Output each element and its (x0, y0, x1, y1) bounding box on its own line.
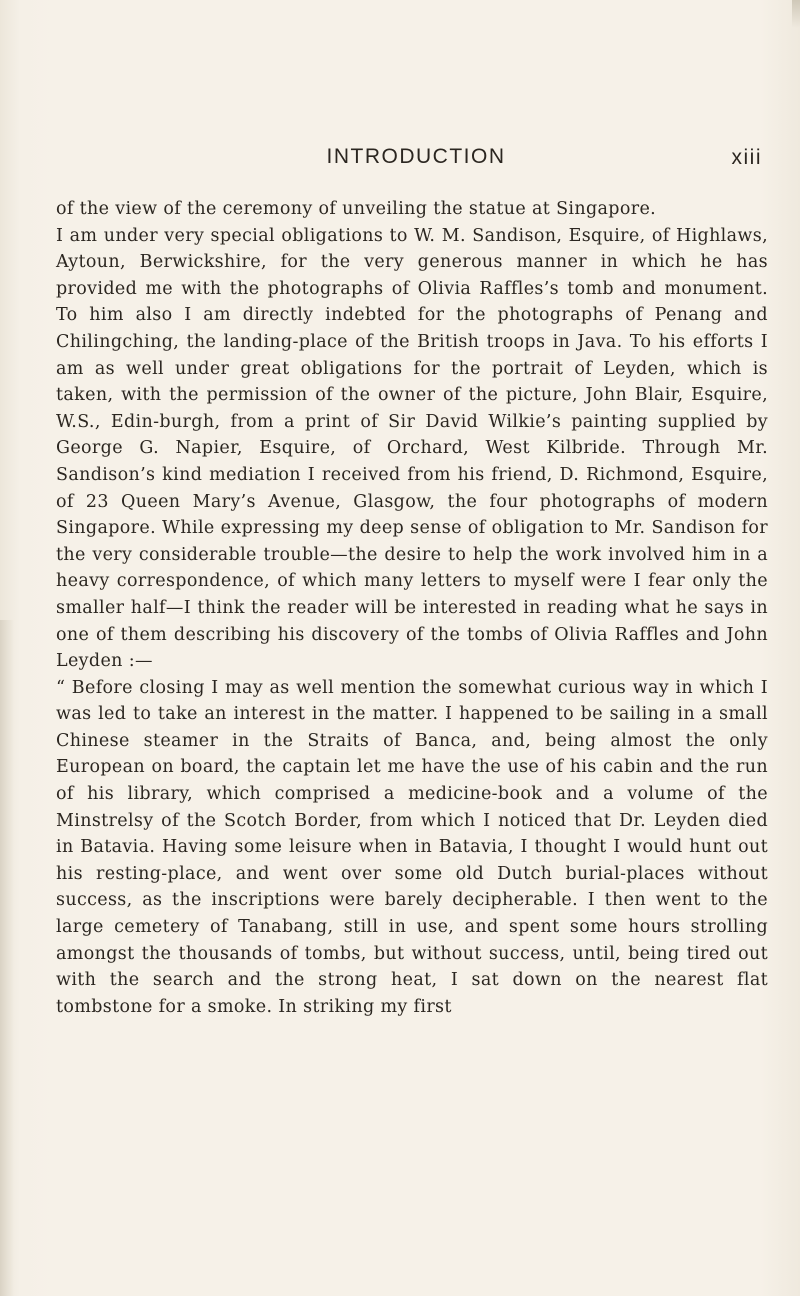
running-head (56, 145, 776, 175)
page-number: xiii (731, 146, 762, 169)
chapter-title: INTRODUCTION (326, 145, 506, 168)
body-text (56, 196, 768, 1020)
page-corner-mark (792, 0, 800, 28)
paragraph-acknowledgement: I am under very special obligations to W. M. Sandison, Esquire, of Highlaws, Aytoun, Berwickshire, for the very generous manner in which he has provided me with the photographs of Olivia Raffles’s tomb and monument. To him also I am directly indebted for the photographs of Penang and Chilingching, the landing-place of the British troops in Java. To his efforts I am as well under great obligations for the portrait of Leyden, which is taken, with the permission of the owner of the picture, John Blair, Esquire, W.S., Edin-burgh, from a print of Sir David Wilkie’s painting supplied by George G. Napier, Esquire, of Orchard, West Kilbride. Through Mr. Sandison’s kind mediation I received from his friend, D. Richmond, Esquire, of 23 Queen Mary’s Avenue, Glasgow, the four photographs of modern Singapore. While expressing my deep sense of obligation to Mr. Sandison for the very considerable trouble—the desire to help the work involved him in a heavy correspondence, of which many letters to myself were I fear only the smaller half—I think the reader will be interested in reading what he says in one of them describing his discovery of the tombs of Olivia Raffles and John Leyden :— (56, 225, 768, 672)
paragraph-continuation: of the view of the ceremony of unveiling the statue at Singapore. (56, 199, 657, 219)
paragraph-quotation: “ Before closing I may as well mention the somewhat curious way in which I was led to take an interest in the matter. I happened to be sailing in a small Chinese steamer in the Straits of Banca, and, being almost the only European on board, the captain let me have the use of his cabin and the run of his library, which comprised a medicine-book and a volume of the Minstrelsy of the Scotch Border, from which I noticed that Dr. Leyden died in Batavia. Having some leisure when in Batavia, I thought I would hunt out his resting-place, and went over some old Dutch burial-places without success, as the inscriptions were barely decipherable. I then went to the large cemetery of Tanabang, still in use, and spent some hours strolling amongst the thousands of tombs, but without success, until, being tired out with the search and the strong heat, I sat down on the nearest flat tombstone for a smoke. In striking my first (56, 677, 768, 1017)
page-edge-shadow (0, 620, 14, 1296)
